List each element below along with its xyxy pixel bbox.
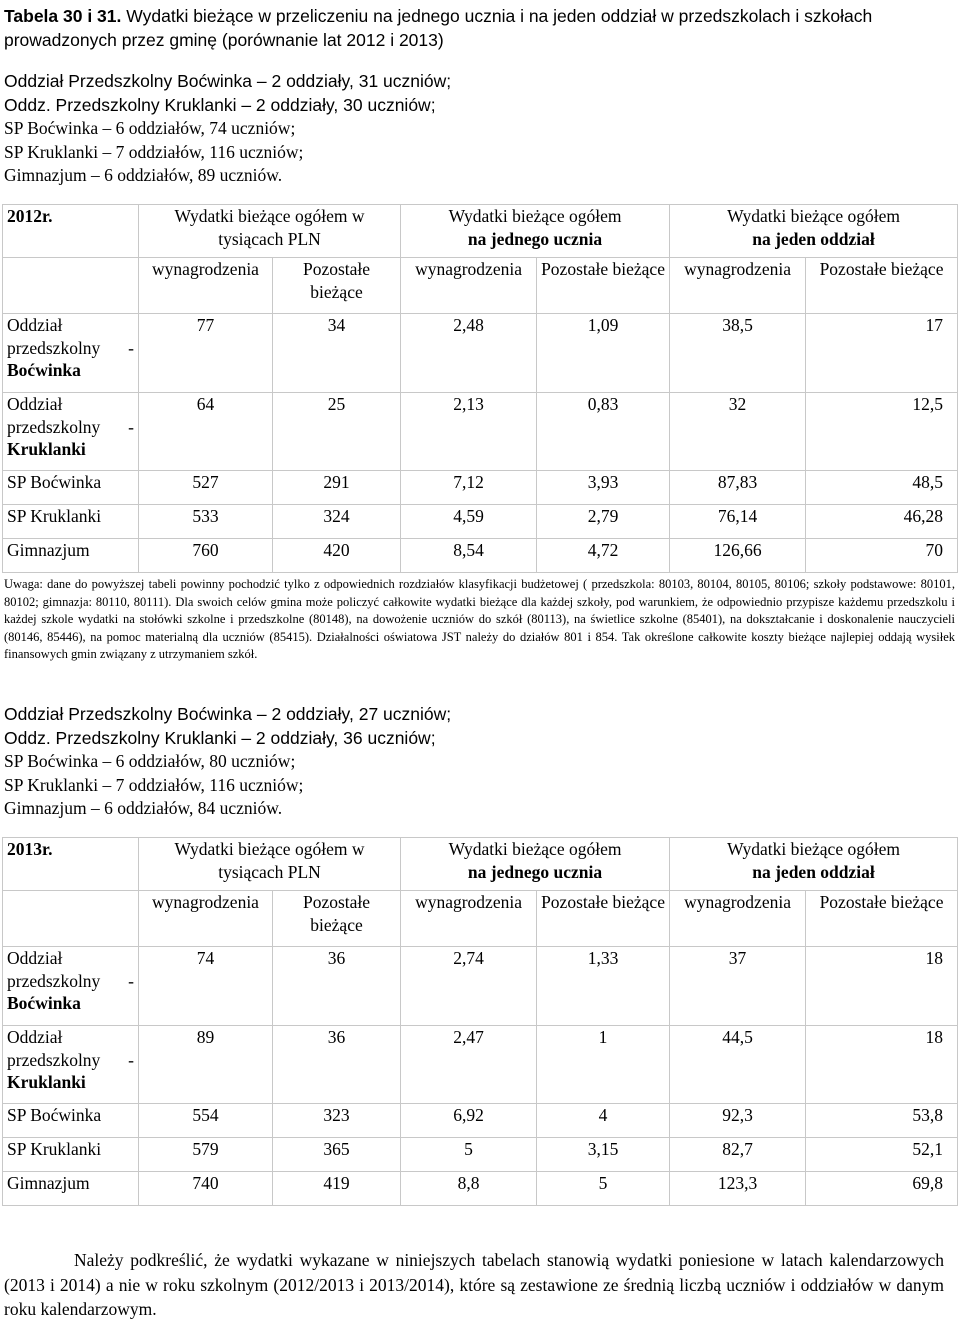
header-per-student-line2: na jednego ucznia bbox=[467, 861, 603, 882]
row-label-line2 bbox=[7, 1049, 134, 1072]
row-label: SP Kruklanki bbox=[3, 505, 139, 539]
row-label-line1: Oddział bbox=[7, 1027, 63, 1047]
row-label-line1: Oddział bbox=[7, 948, 63, 968]
cell: 89 bbox=[139, 1026, 273, 1104]
row-label-line2 bbox=[7, 970, 134, 993]
cell: 4,59 bbox=[401, 505, 537, 539]
table-number: Tabela 30 i 31. bbox=[4, 6, 122, 26]
cell: 74 bbox=[139, 947, 273, 1026]
year-label: 2012r. bbox=[3, 205, 139, 258]
cell: 554 bbox=[139, 1104, 273, 1138]
info-2012 bbox=[4, 70, 704, 188]
info-line: SP Boćwinka – 6 oddziałów, 74 uczniów; bbox=[4, 118, 296, 138]
subheader: Pozostałe bieżące bbox=[537, 258, 670, 314]
cell: 760 bbox=[139, 539, 273, 573]
subheader: wynagrodzenia bbox=[139, 258, 273, 314]
subheader: Pozostałe bieżące bbox=[537, 891, 670, 947]
row-label-word: przedszkolny bbox=[7, 970, 101, 991]
cell: 36 bbox=[273, 1026, 401, 1104]
cell: 5 bbox=[401, 1138, 537, 1172]
header-per-student bbox=[401, 205, 670, 258]
cell: 7,12 bbox=[401, 471, 537, 505]
row-label: SP Boćwinka bbox=[3, 1104, 139, 1138]
table-row bbox=[3, 505, 958, 539]
row-label-dash: - bbox=[128, 970, 134, 991]
header-total: Wydatki bieżące ogółem w tysiącach PLN bbox=[139, 838, 401, 891]
row-label-line3: Boćwinka bbox=[7, 360, 81, 380]
table-row bbox=[3, 1172, 958, 1206]
cell: 291 bbox=[273, 471, 401, 505]
cell: 6,92 bbox=[401, 1104, 537, 1138]
cell: 87,83 bbox=[670, 471, 806, 505]
row-label-word: przedszkolny bbox=[7, 416, 101, 437]
empty-cell bbox=[3, 258, 139, 314]
cell: 2,48 bbox=[401, 314, 537, 393]
cell: 420 bbox=[273, 539, 401, 573]
cell: 4,72 bbox=[537, 539, 670, 573]
cell: 92,3 bbox=[670, 1104, 806, 1138]
cell: 70 bbox=[806, 539, 958, 573]
cell: 323 bbox=[273, 1104, 401, 1138]
row-label bbox=[3, 314, 139, 393]
header-per-student bbox=[401, 838, 670, 891]
cell: 2,47 bbox=[401, 1026, 537, 1104]
info-line: Gimnazjum – 6 oddziałów, 89 uczniów. bbox=[4, 165, 283, 185]
table-row bbox=[3, 1026, 958, 1104]
cell: 12,5 bbox=[806, 393, 958, 471]
cell: 82,7 bbox=[670, 1138, 806, 1172]
cell: 8,54 bbox=[401, 539, 537, 573]
subheader: wynagrodzenia bbox=[670, 258, 806, 314]
row-label-dash: - bbox=[128, 416, 134, 437]
subheader: wynagrodzenia bbox=[670, 891, 806, 947]
cell: 1,33 bbox=[537, 947, 670, 1026]
row-label bbox=[3, 947, 139, 1026]
cell: 38,5 bbox=[670, 314, 806, 393]
cell: 740 bbox=[139, 1172, 273, 1206]
row-label bbox=[3, 1026, 139, 1104]
subheader: Pozostałe bieżące bbox=[273, 891, 401, 947]
subheader: Pozostałe bieżące bbox=[806, 891, 958, 947]
row-label-line1: Oddział bbox=[7, 315, 63, 335]
cell: 1,09 bbox=[537, 314, 670, 393]
info-line: Oddz. Przedszkolny Kruklanki – 2 oddziały, 36 uczniów; bbox=[4, 727, 436, 748]
year-label: 2013r. bbox=[3, 838, 139, 891]
cell: 4 bbox=[537, 1104, 670, 1138]
header-per-class-line2: na jeden oddział bbox=[752, 861, 875, 882]
row-label-line3: Kruklanki bbox=[7, 439, 86, 459]
row-label-line3: Kruklanki bbox=[7, 1072, 86, 1092]
cell: 53,8 bbox=[806, 1104, 958, 1138]
subheader: wynagrodzenia bbox=[401, 258, 537, 314]
table-row bbox=[3, 471, 958, 505]
empty-cell bbox=[3, 891, 139, 947]
table-row bbox=[3, 393, 958, 471]
cell: 44,5 bbox=[670, 1026, 806, 1104]
info-2013 bbox=[4, 703, 704, 821]
subheader: wynagrodzenia bbox=[139, 891, 273, 947]
row-label-line3: Boćwinka bbox=[7, 993, 81, 1013]
row-label: Gimnazjum bbox=[3, 539, 139, 573]
table-row bbox=[3, 539, 958, 573]
header-per-class bbox=[670, 205, 958, 258]
info-line: SP Boćwinka – 6 oddziałów, 80 uczniów; bbox=[4, 751, 296, 771]
cell: 18 bbox=[806, 1026, 958, 1104]
subheader: Pozostałe bieżące bbox=[273, 258, 401, 314]
row-label-word: przedszkolny bbox=[7, 1049, 101, 1070]
cell: 126,66 bbox=[670, 539, 806, 573]
row-label: SP Boćwinka bbox=[3, 471, 139, 505]
closing-text: Należy podkreślić, że wydatki wykazane w niniejszych tabelach stanowią wydatki poniesione w latach kalendarzowych (2013 i 2014) a nie w roku szkolnym (2012/2013 i 2013/2014), które są zestawione ze średnią liczbą uczniów i oddziałów w danym roku kalendarzowym. bbox=[4, 1250, 944, 1319]
cell: 527 bbox=[139, 471, 273, 505]
cell: 324 bbox=[273, 505, 401, 539]
row-label bbox=[3, 393, 139, 471]
cell: 123,3 bbox=[670, 1172, 806, 1206]
row-label-word: przedszkolny bbox=[7, 337, 101, 358]
cell: 52,1 bbox=[806, 1138, 958, 1172]
header-per-student-line1: Wydatki bieżące ogółem bbox=[448, 839, 622, 859]
subheader: Pozostałe bieżące bbox=[806, 258, 958, 314]
header-per-class bbox=[670, 838, 958, 891]
table-2013 bbox=[2, 837, 958, 1206]
cell: 2,74 bbox=[401, 947, 537, 1026]
title-text: Wydatki bieżące w przeliczeniu na jednego ucznia i na jeden oddział w przedszkolach i szkołach prowadzonych przez gminę (porównanie lat 2012 i 2013) bbox=[4, 6, 873, 50]
cell: 3,93 bbox=[537, 471, 670, 505]
note-text: Uwaga: dane do powyższej tabeli powinny pochodzić tylko z odpowiednich rozdziałów klasyfikacji budżetowej ( przedszkola: 80103, 80104, 80105, 80106; szkoły podstawowe: 80101, 80102; gimnazja: 80110, 80111). Dla swoich celów gmina może policzyć całkowite wydatki bieżące dla każdej szkoły, pod warunkiem, że odpowiednio przypisze każdemu przedszkolu i każdej szkole wydatki na stołówki szkolne i przedszkolne (80148), na dowożenie uczniów do szkół (80113), na świetlice szkolne (85401), na dokształcanie i doskonalenie nauczycieli (80146, 85446), na pomoc materialną dla uczniów (85415). Działalności oświatowa JST należy do działów 801 i 854. Tak określone całkowite koszty bieżące najlepiej oddają wysiłek finansowych gmin związany z utrzymaniem szkół. bbox=[4, 577, 955, 661]
cell: 69,8 bbox=[806, 1172, 958, 1206]
table-2012 bbox=[2, 204, 958, 573]
cell: 34 bbox=[273, 314, 401, 393]
table-row bbox=[3, 1104, 958, 1138]
table-row bbox=[3, 947, 958, 1026]
info-line: Gimnazjum – 6 oddziałów, 84 uczniów. bbox=[4, 798, 283, 818]
cell: 8,8 bbox=[401, 1172, 537, 1206]
cell: 365 bbox=[273, 1138, 401, 1172]
row-label-dash: - bbox=[128, 1049, 134, 1070]
cell: 36 bbox=[273, 947, 401, 1026]
cell: 1 bbox=[537, 1026, 670, 1104]
cell: 64 bbox=[139, 393, 273, 471]
cell: 76,14 bbox=[670, 505, 806, 539]
document-title bbox=[4, 4, 944, 52]
cell: 533 bbox=[139, 505, 273, 539]
cell: 579 bbox=[139, 1138, 273, 1172]
header-total: Wydatki bieżące ogółem w tysiącach PLN bbox=[139, 205, 401, 258]
info-line: Oddział Przedszkolny Boćwinka – 2 oddziały, 27 uczniów; bbox=[4, 704, 452, 724]
row-label-line1: Oddział bbox=[7, 394, 63, 414]
header-per-student-line1: Wydatki bieżące ogółem bbox=[448, 206, 622, 226]
cell: 46,28 bbox=[806, 505, 958, 539]
row-label: Gimnazjum bbox=[3, 1172, 139, 1206]
table-row bbox=[3, 1138, 958, 1172]
row-label: SP Kruklanki bbox=[3, 1138, 139, 1172]
cell: 5 bbox=[537, 1172, 670, 1206]
header-per-class-line1: Wydatki bieżące ogółem bbox=[727, 839, 900, 859]
cell: 18 bbox=[806, 947, 958, 1026]
cell: 17 bbox=[806, 314, 958, 393]
subheader: wynagrodzenia bbox=[401, 891, 537, 947]
header-per-class-line2: na jeden oddział bbox=[752, 228, 875, 249]
cell: 48,5 bbox=[806, 471, 958, 505]
row-label-dash: - bbox=[128, 337, 134, 358]
cell: 77 bbox=[139, 314, 273, 393]
cell: 25 bbox=[273, 393, 401, 471]
info-line: Oddz. Przedszkolny Kruklanki – 2 oddziały, 30 uczniów; bbox=[4, 94, 436, 115]
cell: 37 bbox=[670, 947, 806, 1026]
cell: 2,79 bbox=[537, 505, 670, 539]
closing-paragraph bbox=[4, 1248, 944, 1322]
row-label-line2 bbox=[7, 416, 134, 439]
row-label-line2 bbox=[7, 337, 134, 360]
cell: 32 bbox=[670, 393, 806, 471]
cell: 2,13 bbox=[401, 393, 537, 471]
info-line: SP Kruklanki – 7 oddziałów, 116 uczniów; bbox=[4, 774, 304, 795]
cell: 0,83 bbox=[537, 393, 670, 471]
cell: 419 bbox=[273, 1172, 401, 1206]
info-line: Oddział Przedszkolny Boćwinka – 2 oddziały, 31 uczniów; bbox=[4, 71, 452, 91]
header-per-student-line2: na jednego ucznia bbox=[467, 228, 603, 249]
info-line: SP Kruklanki – 7 oddziałów, 116 uczniów; bbox=[4, 141, 304, 162]
cell: 3,15 bbox=[537, 1138, 670, 1172]
table-row bbox=[3, 314, 958, 393]
header-per-class-line1: Wydatki bieżące ogółem bbox=[727, 206, 900, 226]
